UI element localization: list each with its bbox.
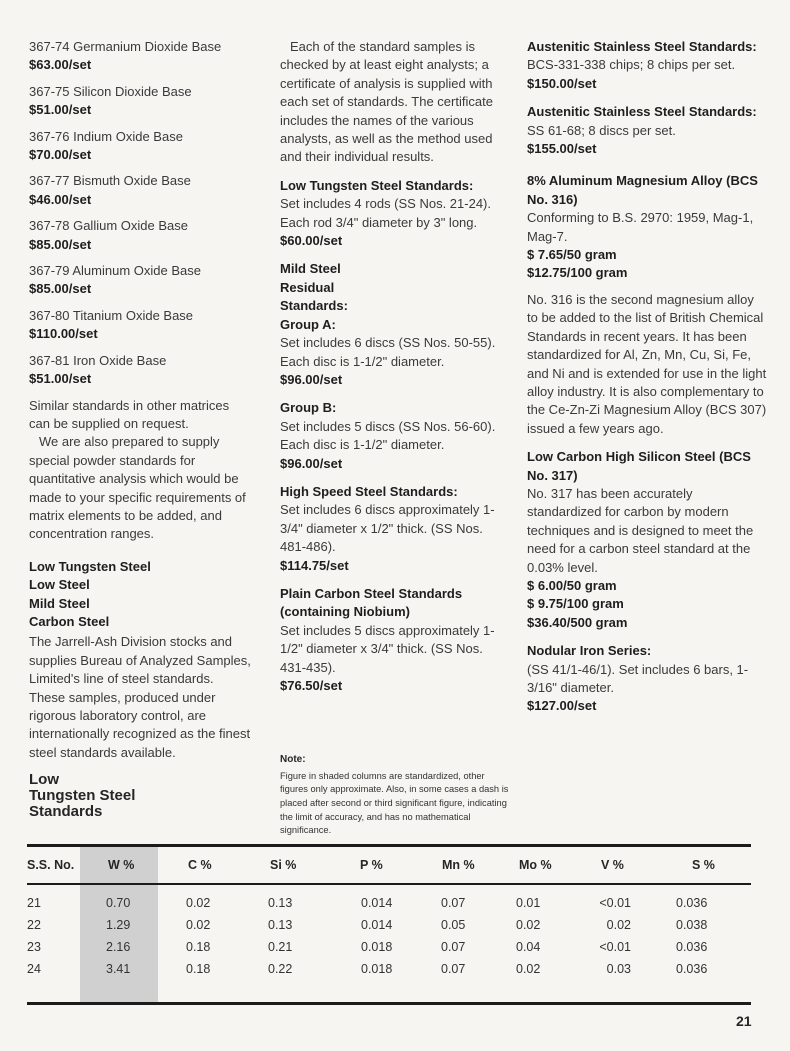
- table-cell: 0.04: [516, 940, 541, 954]
- item-name: 367-80 Titanium Oxide Base: [29, 307, 194, 323]
- table-rule-bottom: [27, 1002, 751, 1005]
- list-item: [29, 217, 251, 254]
- item-price: $70.00/set: [29, 147, 92, 163]
- oxide-base-list: [29, 38, 251, 389]
- item-price: $63.00/set: [29, 57, 92, 73]
- table-cell: <0.01: [599, 940, 631, 954]
- column-header: C %: [188, 858, 212, 872]
- right-column: [527, 38, 767, 726]
- table-cell: 3.41: [80, 958, 158, 980]
- item-name: 367-77 Bismuth Oxide Base: [29, 173, 191, 189]
- table-cell: 0.036: [676, 940, 708, 954]
- section-text: Set includes 4 rods (SS Nos. 21-24). Each rod 3/4" diameter by 3" long.: [280, 196, 491, 230]
- item-name: 367-74 Germanium Dioxide Base: [29, 39, 222, 54]
- table-heading-line: Standards: [29, 803, 103, 821]
- composition-table: [27, 847, 751, 1002]
- mild-steel-title: [280, 260, 512, 315]
- item-price: $51.00/set: [29, 102, 92, 118]
- section-text: Set includes 6 discs approximately 1-3/4" diameter x 1/2" thick. (SS Nos. 481-486).: [280, 502, 495, 555]
- table-cell: 0.03: [606, 962, 631, 976]
- note-text: Figure in shaded columns are standardized, other figures only approximate. Also, in some cases a dash is placed after second or third significant figure, indicating the limit of accuracy, and has no mathematical significance.: [280, 770, 509, 836]
- table-cell: 0.07: [441, 940, 466, 954]
- section-group-b: [280, 399, 512, 473]
- table-row: [27, 936, 751, 958]
- section-text: Set includes 5 discs approximately 1-1/2" diameter x 3/4" thick. (SS Nos. 431-435).: [280, 622, 495, 675]
- section-price: $60.00/set: [280, 233, 343, 249]
- section-title: Low Tungsten Steel Standards:: [280, 177, 474, 193]
- section-title: 8% Aluminum Magnesium Alloy (BCS No. 316): [527, 173, 758, 207]
- section-price: $155.00/set: [527, 141, 597, 157]
- section-title: High Speed Steel Standards:: [280, 483, 458, 499]
- section-price: $ 7.65/50 gram: [527, 247, 617, 263]
- title-line: Standards:: [280, 298, 348, 314]
- column-header: Si %: [270, 858, 297, 872]
- table-cell: 24: [27, 962, 41, 976]
- table-cell: 0.014: [361, 918, 393, 932]
- section-text: Set includes 5 discs (SS Nos. 56-60). Each disc is 1-1/2" diameter.: [280, 418, 496, 453]
- table-cell: 0.05: [441, 918, 466, 932]
- section-price: $150.00/set: [527, 75, 597, 91]
- table-cell: 0.07: [441, 962, 466, 976]
- table-cell: 0.22: [268, 962, 293, 976]
- list-item: [29, 172, 251, 209]
- table-heading-line: Tungsten Steel: [29, 787, 136, 805]
- item-price: $46.00/set: [29, 191, 92, 207]
- section-title: Group A:: [280, 316, 336, 332]
- section-title: Austenitic Stainless Steel Standards:: [527, 104, 757, 120]
- section-price: $114.75/set: [280, 557, 349, 573]
- section-high-speed: [280, 483, 512, 575]
- table-cell: 0.21: [268, 940, 293, 954]
- item-price: $51.00/set: [29, 371, 92, 387]
- section-price: $96.00/set: [280, 455, 343, 471]
- middle-column: [280, 38, 512, 838]
- section-price: $ 9.75/100 gram: [527, 596, 624, 612]
- table-cell: 0.07: [441, 896, 466, 910]
- paragraph-intro: Each of the standard samples is checked by at least eight analysts; a certificate of analysis is supplied with each set of standards. The certificate includes the names of the various analysts, as well as the method used and their individual results.: [280, 39, 493, 165]
- paragraph-special-powder: We are also prepared to supply special powder standards for quantitative analysis which would be made to your specific requirements of matrix elements to be added, and concentration ranges.: [29, 434, 246, 542]
- table-cell: 0.02: [516, 962, 541, 976]
- table-heading: [29, 772, 251, 820]
- list-item: [29, 262, 251, 299]
- section-title: Plain Carbon Steel Standards (containing Niobium): [280, 585, 463, 620]
- section-title: Group B:: [280, 400, 337, 416]
- composition-table-wrap: [27, 844, 751, 1005]
- title-line: Mild Steel: [280, 261, 341, 277]
- item-name: 367-79 Aluminum Oxide Base: [29, 263, 201, 279]
- column-header: S %: [692, 858, 715, 872]
- table-cell: 0.02: [516, 918, 541, 932]
- section-title: Nodular Iron Series:: [527, 643, 652, 659]
- item-price: $85.00/set: [29, 281, 92, 297]
- table-cell: 0.014: [361, 896, 393, 910]
- list-item: [29, 128, 251, 165]
- column-header: P %: [360, 858, 383, 872]
- table-heading-line: Low: [29, 771, 59, 789]
- item-name: 367-76 Indium Oxide Base: [29, 128, 183, 144]
- column-header: V %: [601, 858, 624, 872]
- section-price: $76.50/set: [280, 678, 343, 693]
- table-cell: <0.01: [599, 896, 631, 910]
- steel-type: Low Tungsten Steel: [29, 558, 151, 574]
- list-item: [29, 83, 251, 120]
- table-cell: 0.02: [606, 918, 631, 932]
- section-text: Conforming to B.S. 2970: 1959, Mag-1, Mag-7.: [527, 210, 754, 244]
- section-group-a: [280, 316, 512, 390]
- column-header: Mn %: [442, 858, 475, 872]
- list-item: [29, 307, 251, 344]
- table-cell: 0.70: [80, 892, 158, 914]
- table-cell: 0.02: [186, 918, 211, 932]
- section-title: Low Carbon High Silicon Steel (BCS No. 317): [527, 449, 751, 483]
- column-header: Mo %: [519, 858, 552, 872]
- section-description: No. 316 is the second magnesium alloy to be added to the list of British Chemical Standards in recent years. It has been standardized for Al, Zn, Mn, Cu, Si, Fe, and Ni and is extended for use in the light alloy industry. It is also complementary to the Ce-Zn-Zi Magnesium Alloy (BCS 307) issued a few years ago.: [527, 291, 767, 436]
- paragraph-similar: Similar standards in other matrices can be supplied on request.: [29, 397, 230, 431]
- item-name: 367-78 Gallium Oxide Base: [29, 218, 188, 234]
- section-austenitic-1: [527, 38, 767, 93]
- item-price: $110.00/set: [29, 326, 98, 342]
- column-header: W %: [80, 847, 158, 883]
- table-cell: 0.036: [676, 962, 708, 976]
- table-cell: 0.01: [516, 896, 541, 910]
- table-gap: [27, 885, 751, 892]
- item-name: 367-81 Iron Oxide Base: [29, 352, 167, 368]
- table-cell: 0.036: [676, 896, 708, 910]
- section-price: $96.00/set: [280, 371, 343, 387]
- section-price: $36.40/500 gram: [527, 614, 628, 630]
- table-cell: 0.18: [186, 940, 211, 954]
- table-cell: 0.038: [676, 918, 708, 932]
- section-text: SS 61-68; 8 discs per set.: [527, 122, 676, 138]
- section-text: No. 317 has been accurately standardized for carbon by modern techniques and is designed to meet the need for a carbon steel standard at the 0.03% level.: [527, 485, 754, 575]
- table-cell: 0.18: [186, 962, 211, 976]
- section-low-carbon: [527, 448, 767, 632]
- table-cell: 1.29: [80, 914, 158, 936]
- title-line: Residual: [280, 279, 335, 295]
- table-row: [27, 958, 751, 980]
- section-text: BCS-331-338 chips; 8 chips per set.: [527, 57, 736, 73]
- table-row: [27, 914, 751, 936]
- paragraph-jarrell-ash: The Jarrell-Ash Division stocks and supplies Bureau of Analyzed Samples, Limited's line of steel standards. These samples, produced under rigorous laboratory control, are internationally recognized as the finest steel standards available.: [29, 634, 251, 760]
- note-title: Note:: [280, 754, 306, 766]
- table-cell: 0.13: [268, 918, 293, 932]
- item-price: $85.00/set: [29, 236, 92, 252]
- list-item: [29, 352, 251, 389]
- table-cell: 0.018: [361, 962, 393, 976]
- table-cell: 23: [27, 940, 41, 954]
- section-low-tungsten: [280, 177, 512, 251]
- section-austenitic-2: [527, 103, 767, 158]
- list-item: [29, 38, 251, 75]
- table-cell: 2.16: [80, 936, 158, 958]
- table-cell: 21: [27, 896, 41, 910]
- section-price: $127.00/set: [527, 698, 597, 714]
- section-price: $ 6.00/50 gram: [527, 577, 617, 593]
- steel-type: Low Steel: [29, 577, 90, 593]
- table-cell: 0.018: [361, 940, 393, 954]
- section-text: Set includes 6 discs (SS Nos. 50-55). Each disc is 1-1/2" diameter.: [280, 335, 496, 369]
- table-gap: [27, 980, 751, 1002]
- table-cell: 22: [27, 918, 41, 932]
- steel-type: Carbon Steel: [29, 613, 110, 629]
- steel-type: Mild Steel: [29, 595, 90, 611]
- section-title: Austenitic Stainless Steel Standards:: [527, 39, 757, 54]
- section-price: $12.75/100 gram: [527, 265, 628, 281]
- table-cell: 0.13: [268, 896, 293, 910]
- table-row: [27, 892, 751, 914]
- item-name: 367-75 Silicon Dioxide Base: [29, 83, 192, 99]
- table-header-row: [27, 847, 751, 883]
- table-cell: 0.02: [186, 896, 211, 910]
- section-aluminum-magnesium: [527, 172, 767, 438]
- left-column: [29, 38, 251, 820]
- section-plain-carbon: [280, 585, 512, 695]
- section-nodular-iron: [527, 642, 767, 716]
- steel-type-list: [29, 558, 251, 632]
- page-number: 21: [736, 1013, 752, 1029]
- column-header: S.S. No.: [27, 858, 75, 872]
- section-text: (SS 41/1-46/1). Set includes 6 bars, 1-3/16" diameter.: [527, 661, 749, 695]
